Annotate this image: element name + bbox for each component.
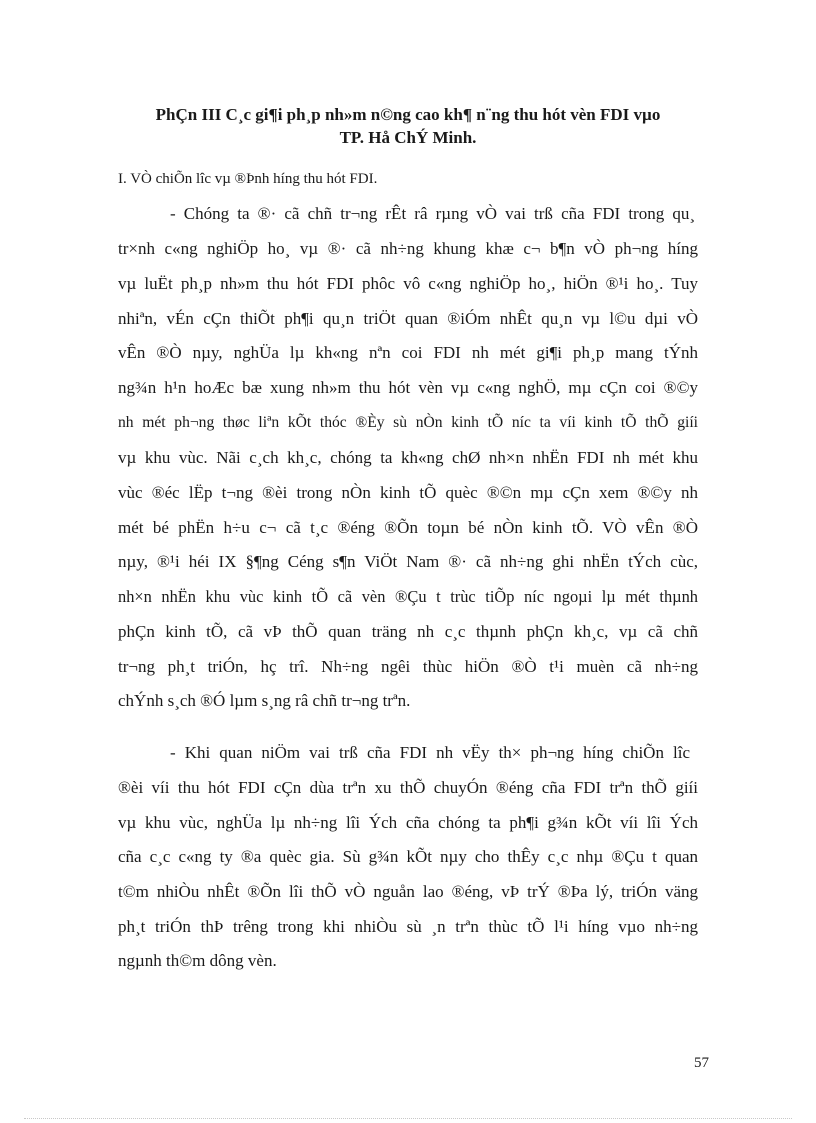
paragraph-1-line: - Chóng ta ®· cã chñ tr¬ng rÊt râ rµng vÒ vai trß cña FDI trong qu¸ [170, 204, 695, 223]
page-title-line-1: PhÇn III C¸c gi¶i ph¸p nh»m n©ng cao kh¶ n¨ng thu hót vèn FDI vµo [155, 105, 661, 124]
paragraph-1-line: vùc ®éc lËp t¬ng ®èi trong nÒn kinh tÕ quèc ®©n mµ cÇn xem ®©y nh [118, 483, 698, 502]
paragraph-1-line: ng¾n h¹n hoÆc bæ xung nh»m thu hót vèn vµ c«ng nghÖ, mµ cÇn coi ®©y [118, 378, 698, 397]
paragraph-2-line: t©m nhiÒu nhÊt ®Õn lîi thÕ vÒ nguån lao ®éng, vÞ trÝ ®Þa lý, triÓn väng [118, 882, 698, 901]
paragraph-1-line: nµy, ®¹i héi IX §¶ng Céng s¶n ViÖt Nam ®· cã nh÷ng ghi nhËn tÝch cùc, [118, 552, 698, 571]
paragraph-1-line: nh×n nhËn khu vùc kinh tÕ cã vèn ®Çu t trùc tiÕp níc ngoµi lµ mét thµnh [118, 587, 698, 606]
paragraph-2-line: vµ khu vùc, nghÜa lµ nh÷ng lîi Ých cña chóng ta ph¶i g¾n kÕt víi lîi Ých [118, 813, 698, 832]
paragraph-1-line: nh mét ph¬ng thøc liªn kÕt thóc ®Èy sù nÒn kinh tÕ níc ta víi kinh tÕ thÕ giíi [118, 414, 698, 431]
paragraph-1-line: phÇn kinh tÕ, cã vÞ thÕ quan träng nh c¸c thµnh phÇn kh¸c, vµ cã chñ [118, 622, 698, 641]
paragraph-1-line: vÊn ®Ò nµy, nghÜa lµ kh«ng nªn coi FDI nh mét gi¶i ph¸p mang tÝnh [118, 343, 698, 362]
paragraph-1-line: chÝnh s¸ch ®Ó lµm s¸ng râ chñ tr¬ng trªn. [118, 691, 411, 710]
paragraph-2-line: ph¸t triÓn thÞ trêng trong khi nhiÒu sù ¸n trªn thùc tÕ l¹i híng vµo nh÷ng [118, 917, 698, 936]
paragraph-1-line: tr¬ng ph¸t triÓn, hç trî. Nh÷ng ngêi thùc hiÖn ®Ò t¹i muèn cã nh÷ng [118, 657, 698, 676]
page-bottom-divider [24, 1118, 792, 1119]
paragraph-2-line: cña c¸c c«ng ty ®a quèc gia. Sù g¾n kÕt nµy cho thÊy c¸c nhµ ®Çu t quan [118, 847, 698, 866]
paragraph-1-line: nhiªn, vÉn cÇn thiÕt ph¶i qu¸n triÖt quan ®iÓm nhÊt qu¸n vµ l©u dµi vÒ [118, 309, 698, 328]
paragraph-1-line: mét bé phËn h÷u c¬ cã t¸c ®éng ®Õn toµn bé nÒn kinh tÕ. VÒ vÊn ®Ò [118, 518, 698, 537]
paragraph-2-line: ngµnh th©m dông vèn. [118, 951, 277, 970]
paragraph-1-line: vµ luËt ph¸p nh»m thu hót FDI phôc vô c«ng nghiÖp ho¸, hiÖn ®¹i ho¸. Tuy [118, 274, 698, 293]
page-title-line-2: TP. Hå ChÝ Minh. [339, 128, 477, 147]
page-number: 57 [694, 1055, 709, 1071]
paragraph-2-line: - Khi quan niÖm vai trß cña FDI nh vËy th× ph¬ng híng chiÕn lîc [170, 743, 690, 762]
paragraph-1-line: vµ khu vùc. Nãi c¸ch kh¸c, chóng ta kh«ng chØ nh×n nhËn FDI nh mét khu [118, 448, 698, 467]
paragraph-2-line: ®èi víi thu hót FDI cÇn dùa trªn xu thÕ chuyÓn ®éng cña FDI trªn thÕ giíi [118, 778, 698, 797]
paragraph-1-line: tr×nh c«ng nghiÖp ho¸ vµ ®· cã nh÷ng khung khæ c¬ b¶n vÒ ph¬ng híng [118, 239, 698, 258]
section-heading: I. VÒ chiÕn lîc vµ ®Þnh híng thu hót FDI. [118, 171, 378, 187]
